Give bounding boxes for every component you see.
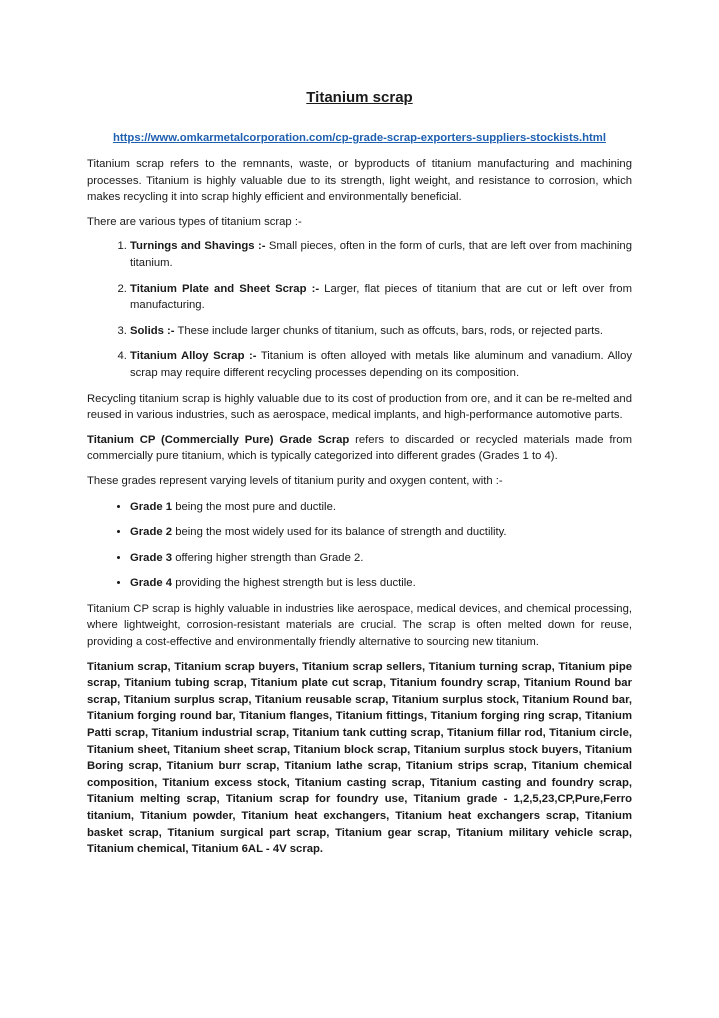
item-desc: Small pieces, often in the form of curls, that are left over from machining titanium. (130, 240, 632, 269)
item-desc: Larger, flat pieces of titanium that are cut or left over from manufacturing. (130, 282, 632, 312)
list-item (130, 550, 632, 567)
list-item (130, 348, 632, 381)
intro-paragraph: Titanium scrap refers to the remnants, waste, or byproducts of titanium manufacturing and machining processes. Titanium is highly valuable due to its strength, light weight, and resistance to corrosion, which makes recycling it into scrap highly efficient and environmentally beneficial. (87, 158, 632, 204)
item-term: Titanium Alloy Scrap :- (130, 350, 257, 363)
item-term: Solids :- (130, 324, 175, 337)
item-term: Grade 4 (130, 577, 173, 590)
item-desc: providing the highest strength but is less ductile. (172, 577, 416, 590)
item-desc: offering higher strength than Grade 2. (172, 551, 364, 564)
item-term: Grade 1 (130, 500, 173, 513)
scrap-types-list (87, 238, 632, 381)
item-term: Turnings and Shavings :- (130, 240, 266, 253)
list-item (130, 524, 632, 541)
list-item (130, 238, 632, 271)
item-desc: being the most pure and ductile. (172, 500, 336, 513)
item-term: Grade 2 (130, 526, 173, 539)
types-heading: There are various types of titanium scrap :- (87, 215, 302, 228)
list-item (130, 281, 632, 314)
page-title: Titanium scrap (306, 89, 413, 106)
item-desc: being the most widely used for its balance of strength and ductility. (172, 526, 507, 539)
list-item (130, 575, 632, 592)
cp-grade-desc: refers to discarded or recycled materials made from commercially pure titanium, which is typically categorized into different grades (Grades 1 to 4). (87, 433, 632, 463)
cp-use-paragraph: Titanium CP scrap is highly valuable in industries like aerospace, medical devices, and chemical processing, where lightweight, corrosion-resistant materials are crucial. The scrap is often melted down for reuse, providing a cost-effective and environmentally friendly alternative to sourcing new titanium. (87, 602, 632, 649)
grades-list (87, 499, 632, 592)
list-item (130, 499, 632, 516)
grades-heading: These grades represent varying levels of titanium purity and oxygen content, with :- (87, 474, 503, 487)
cp-grade-paragraph (87, 432, 632, 465)
source-link[interactable]: https://www.omkarmetalcorporation.com/cp-grade-scrap-exporters-suppliers-stockists.html (113, 132, 606, 144)
list-item (130, 323, 632, 340)
item-desc: These include larger chunks of titanium, such as offcuts, bars, rods, or rejected parts. (174, 324, 604, 337)
item-term: Grade 3 (130, 551, 173, 564)
item-term: Titanium Plate and Sheet Scrap :- (130, 282, 320, 295)
keywords-paragraph: Titanium scrap, Titanium scrap buyers, Titanium scrap sellers, Titanium turning scrap, Titanium pipe scrap, Titanium tubing scrap, Titanium plate cut scrap, Titanium foundry scrap, Titanium Round bar scrap, Titanium surplus scrap, Titanium reusable scrap, Titanium surplus stock, Titanium Round bar, Titanium forging round bar, Titanium flanges, Titanium fittings, Titanium forging ring scrap, Titanium Patti scrap, Titanium industrial scrap, Titanium tank cutting scrap, Titanium fillar rod, Titanium circle, Titanium sheet, Titanium sheet scrap, Titanium block scrap, Titanium surplus stock buyers, Titanium Boring scrap, Titanium burr scrap, Titanium lathe scrap, Titanium strips scrap, Titanium chemical composition, Titanium excess stock, Titanium casting scrap, Titanium casting and foundry scrap, Titanium melting scrap, Titanium scrap for foundry use, Titanium grade - 1,2,5,23,CP,Pure,Ferro titanium, Titanium powder, Titanium heat exchangers, Titanium heat exchangers scrap, Titanium basket scrap, Titanium surgical part scrap, Titanium gear scrap, Titanium military vehicle scrap, Titanium chemical, Titanium 6AL - 4V scrap. (87, 660, 632, 856)
cp-grade-term: Titanium CP (Commercially Pure) Grade Scrap (87, 433, 350, 446)
recycling-paragraph: Recycling titanium scrap is highly valuable due to its cost of production from ore, and it can be re-melted and reused in various industries, such as aerospace, medical implants, and high-performance automotive parts. (87, 392, 632, 422)
item-desc: Titanium is often alloyed with metals like aluminum and vanadium. Alloy scrap may require different recycling processes depending on its composition. (130, 350, 632, 379)
